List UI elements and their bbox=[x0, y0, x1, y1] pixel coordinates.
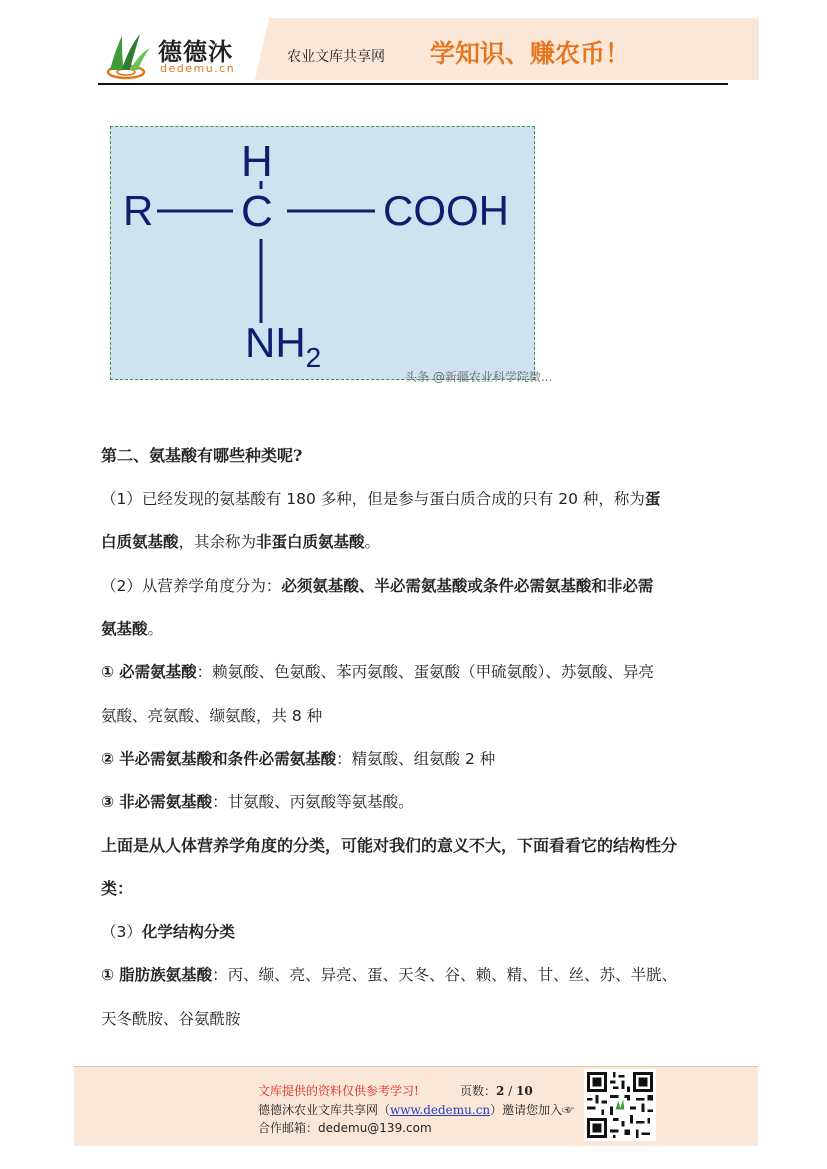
footer-rule bbox=[74, 1066, 758, 1067]
paragraph-6-line-2: 类： bbox=[101, 879, 134, 898]
bold-text: 非蛋白质氨基酸 bbox=[256, 533, 365, 551]
site-name: 农业文库共享网 bbox=[287, 49, 385, 65]
item-number: ① bbox=[101, 966, 115, 984]
text: ：赖氨酸、色氨酸、苯丙氨酸、蛋氨酸（甲硫氨酸）、苏氨酸、异亮 bbox=[196, 663, 654, 681]
bold-text: 化学结构分类 bbox=[141, 923, 235, 941]
paragraph-8-line-1 bbox=[101, 964, 677, 986]
bold-text: 半必需氨基酸和条件必需氨基酸 bbox=[119, 750, 337, 768]
bold-text: 非必需氨基酸 bbox=[119, 793, 213, 811]
site-prefix: 德德沐农业文库共享网（ bbox=[258, 1103, 391, 1117]
bold-text: 氨基酸 bbox=[101, 620, 148, 638]
group-cooh: COOH bbox=[383, 187, 509, 234]
site-link[interactable]: www.dedemu.cn bbox=[390, 1103, 491, 1117]
paragraph-7 bbox=[101, 921, 235, 943]
footer-disclaimer: 文库提供的资料仅供参考学习! bbox=[258, 1084, 419, 1098]
pages-label: 页数： bbox=[460, 1084, 497, 1098]
amino-acid-structure-figure bbox=[110, 126, 535, 380]
group-nh2 bbox=[245, 319, 321, 374]
footer-email: 合作邮箱：dedemu@139.com bbox=[258, 1121, 432, 1135]
bold-text: 蛋 bbox=[644, 490, 661, 508]
structure-bonds bbox=[111, 127, 536, 381]
bold-text: 必须氨基酸、半必需氨基酸或条件必需氨基酸和非必需 bbox=[281, 577, 654, 595]
paragraph-6-line-1: 上面是从人体营养学角度的分类，可能对我们的意义不大，下面看看它的结构性分 bbox=[101, 836, 678, 855]
group-nh-text: NH bbox=[245, 319, 306, 366]
paragraph-3-line-2 bbox=[101, 705, 322, 727]
atom-c: C bbox=[241, 187, 273, 236]
paragraph-8-line-2 bbox=[101, 1008, 241, 1030]
text: ：甘氨酸、丙氨酸等氨基酸。 bbox=[212, 793, 414, 811]
page-total: 10 bbox=[516, 1084, 533, 1098]
bold-text: 白质氨基酸 bbox=[101, 533, 179, 551]
text: ：丙、缬、亮、异亮、蛋、天冬、谷、赖、精、甘、丝、苏、半胱、 bbox=[212, 966, 678, 984]
image-watermark: 头条 @新疆农业科学院微... bbox=[405, 370, 553, 384]
atom-r: R bbox=[123, 187, 154, 234]
text: 。 bbox=[364, 533, 381, 551]
section-heading: 第二、氨基酸有哪些种类呢? bbox=[101, 446, 303, 465]
text: （3） bbox=[101, 923, 142, 941]
text: （1）已经发现的氨基酸有 180 多种，但是参与蛋白质合成的只有 20 种，称为 bbox=[101, 490, 645, 508]
site-suffix: ）邀请您加入☞ bbox=[490, 1103, 575, 1117]
paragraph-1-line-1 bbox=[101, 488, 660, 510]
logo-domain: dedemu.cn bbox=[160, 62, 236, 75]
paragraph-3-line-1 bbox=[101, 661, 654, 683]
item-number: ① bbox=[101, 663, 115, 681]
text: 天冬酰胺、谷氨酰胺 bbox=[101, 1010, 241, 1028]
paragraph-2-line-1 bbox=[101, 575, 653, 597]
item-number: ② bbox=[101, 750, 115, 768]
logo-text: 德德沐 bbox=[158, 37, 233, 66]
footer-site bbox=[258, 1101, 574, 1118]
logo[interactable] bbox=[100, 30, 260, 82]
page-indicator bbox=[460, 1082, 533, 1099]
page-separator: / bbox=[504, 1084, 517, 1098]
paragraph-4 bbox=[101, 748, 495, 770]
paragraph-1-line-2 bbox=[101, 531, 380, 553]
header-rule bbox=[98, 83, 728, 85]
paragraph-2-line-2 bbox=[101, 618, 163, 640]
atom-h: H bbox=[241, 137, 273, 186]
bold-text: 必需氨基酸 bbox=[119, 663, 197, 681]
paragraph-5 bbox=[101, 791, 414, 813]
group-nh-subscript: 2 bbox=[305, 342, 322, 373]
qr-code-icon[interactable] bbox=[584, 1069, 656, 1141]
logo-mark-icon bbox=[100, 30, 156, 82]
bold-text: 脂肪族氨基酸 bbox=[119, 966, 213, 984]
text: ，其余称为 bbox=[178, 533, 257, 551]
page-current: 2 bbox=[496, 1084, 505, 1098]
text: ：精氨酸、组氨酸 2 种 bbox=[336, 750, 496, 768]
text: （2）从营养学角度分为： bbox=[101, 577, 282, 595]
text: 。 bbox=[147, 620, 164, 638]
item-number: ③ bbox=[101, 793, 115, 811]
text: 氨酸、亮氨酸、缬氨酸，共 8 种 bbox=[101, 707, 323, 725]
slogan: 学知识、赚农币！ bbox=[430, 39, 631, 68]
